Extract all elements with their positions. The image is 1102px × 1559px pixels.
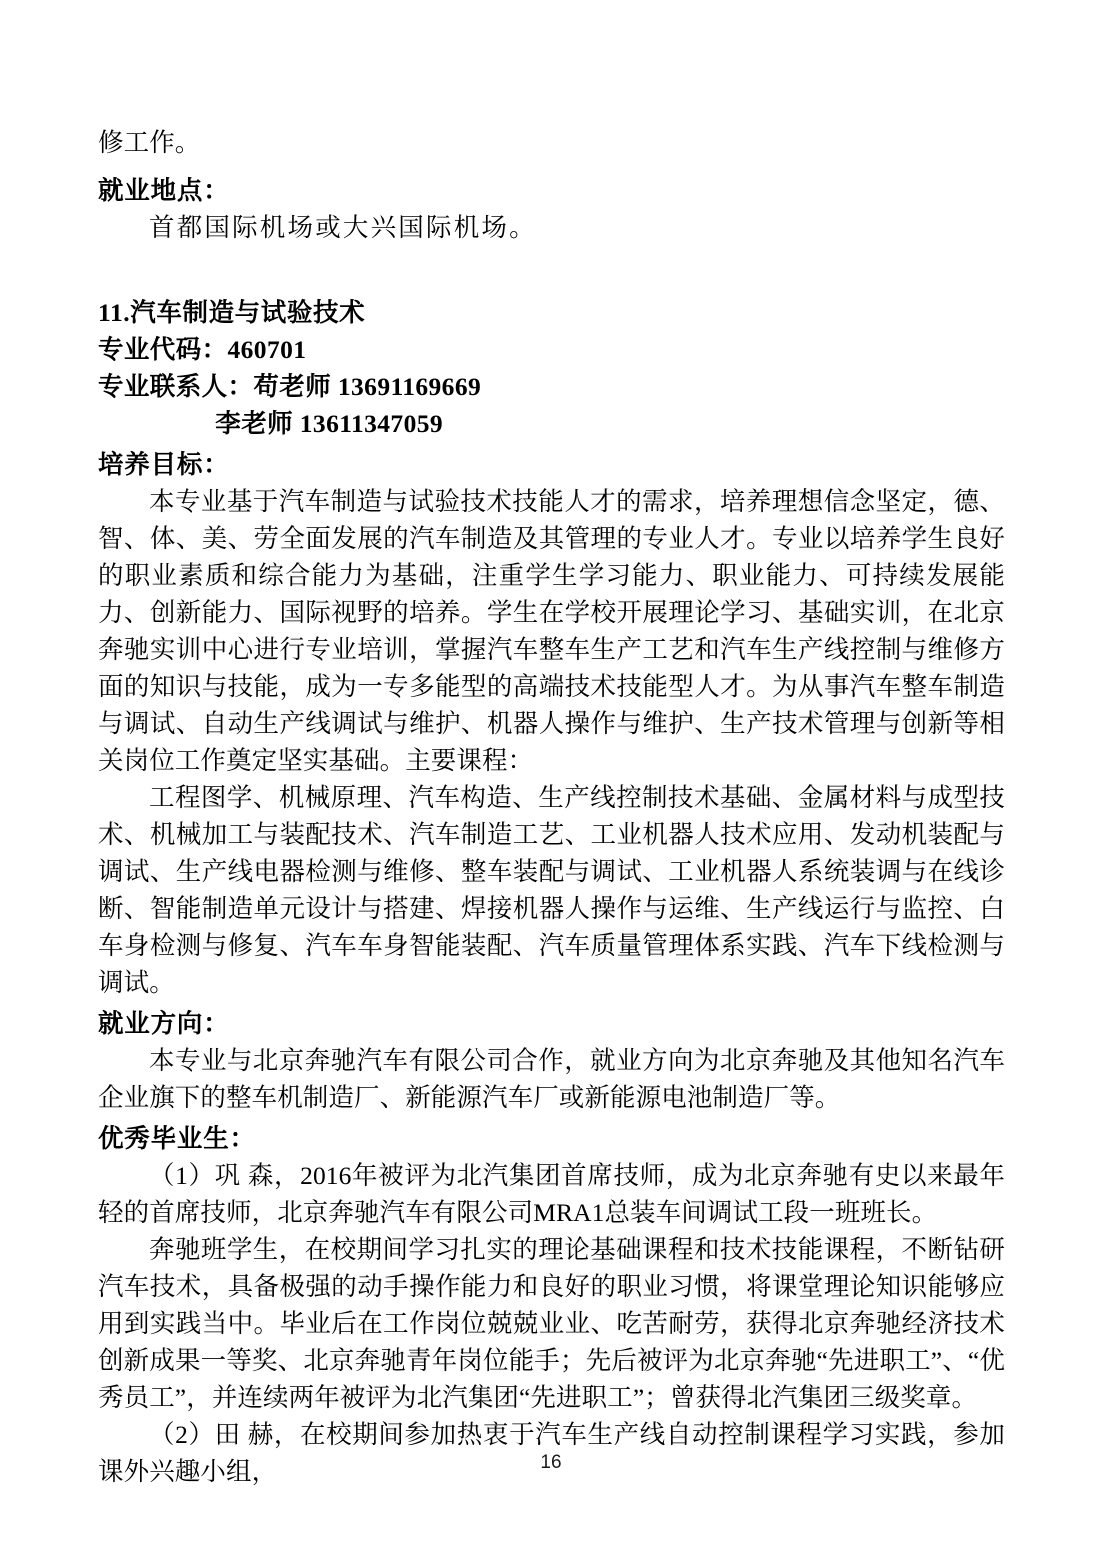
spacer (98, 161, 1005, 172)
training-goal-heading: 培养目标： (98, 450, 230, 479)
page-number: 16 (540, 1452, 562, 1473)
program-title: 11.汽车制造与试验技术 (98, 298, 366, 327)
employment-location-heading: 就业地点： (98, 176, 230, 205)
continued-paragraph: 修工作。 (98, 128, 201, 157)
contact-line-2-text: 李老师 13611347059 (215, 409, 444, 438)
employment-direction-heading: 就业方向： (98, 1009, 230, 1038)
program-contact-line-1: 专业联系人：苟老师 13691169669 (98, 372, 482, 401)
graduate-entry-2: （2）田 赫，在校期间参加热衷于汽车生产线自动控制课程学习实践，参加课外兴趣小组， (98, 1420, 1005, 1486)
outstanding-graduates-heading: 优秀毕业生： (98, 1124, 256, 1153)
employment-location-text: 首都国际机场或大兴国际机场。 (149, 213, 537, 242)
graduate-entry-1: （1）巩 森，2016年被评为北汽集团首席技师，成为北京奔驰有史以来最年轻的首席技师，北京奔驰汽车有限公司MRA1总装车间调试工段一班班长。 (98, 1161, 1005, 1227)
training-goal-paragraph-1: 本专业基于汽车制造与试验技术技能人才的需求，培养理想信念坚定，德、智、体、美、劳全面发展的汽车制造及其管理的专业人才。专业以培养学生良好的职业素质和综合能力为基础，注重学生学习能力、职业能力、可持续发展能力、创新能力、国际视野的培养。学生在学校开展理论学习、基础实训，在北京奔驰实训中心进行专业培训，掌握汽车整车生产工艺和汽车生产线控制与维修方面的知识与技能，成为一专多能型的高端技术技能型人才。为从事汽车整车制造与调试、自动生产线调试与维护、机器人操作与维护、生产技术管理与创新等相关岗位工作奠定坚实基础。主要课程： (98, 487, 1005, 775)
section-spacer (98, 246, 1005, 294)
employment-direction-text: 本专业与北京奔驰汽车有限公司合作，就业方向为北京奔驰及其他知名汽车企业旗下的整车机制造厂、新能源汽车厂或新能源电池制造厂等。 (98, 1046, 1005, 1112)
program-code-line: 专业代码：460701 (98, 335, 307, 364)
graduate-entry-1-detail: 奔驰班学生，在校期间学习扎实的理论基础课程和技术技能课程，不断钻研汽车技术，具备极强的动手操作能力和良好的职业习惯，将课堂理论知识能够应用到实践当中。毕业后在工作岗位兢兢业业、吃苦耐劳，获得北京奔驰经济技术创新成果一等奖、北京奔驰青年岗位能手；先后被评为北京奔驰“先进职工”、“优秀员工”，并连续两年被评为北汽集团“先进职工”；曾获得北汽集团三级奖章。 (98, 1235, 1005, 1412)
page-content (98, 124, 1005, 1490)
training-goal-paragraph-2: 工程图学、机械原理、汽车构造、生产线控制技术基础、金属材料与成型技术、机械加工与装配技术、汽车制造工艺、工业机器人技术应用、发动机装配与调试、生产线电器检测与维修、整车装配与调试、工业机器人系统装调与在线诊断、智能制造单元设计与搭建、焊接机器人操作与运维、生产线运行与监控、白车身检测与修复、汽车车身智能装配、汽车质量管理体系实践、汽车下线检测与调试。 (98, 783, 1005, 997)
program-contact-line-2 (98, 405, 1005, 442)
